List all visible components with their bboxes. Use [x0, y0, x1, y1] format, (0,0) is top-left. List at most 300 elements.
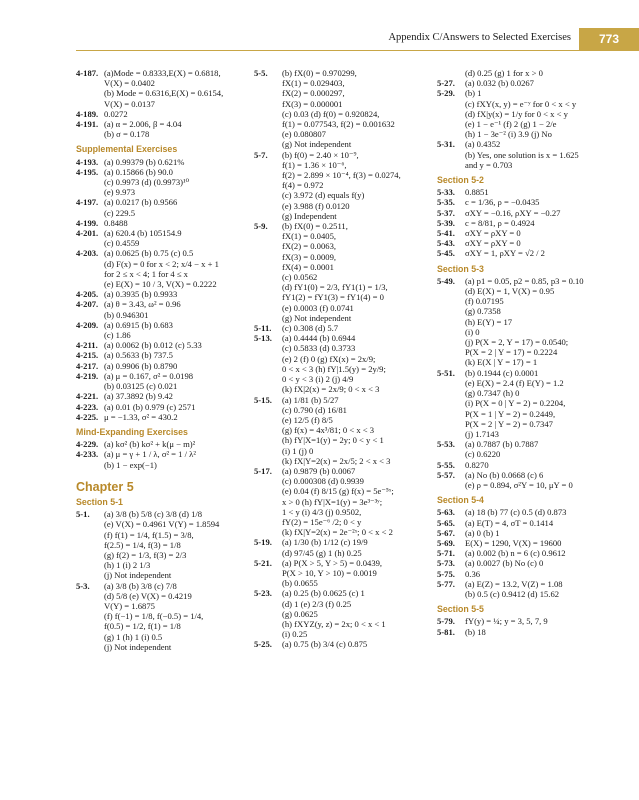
page-header [0, 28, 639, 50]
answer-lines [282, 221, 430, 323]
exercise-number: 5-71. [437, 548, 455, 559]
exercise-number: 5-69. [437, 537, 455, 548]
answer-line: (b) Yes, one solution is x = 1.625 [465, 149, 579, 160]
answer-lines [104, 157, 251, 167]
answer-entry [437, 579, 627, 599]
answer-line: (b) 0.03125 (c) 0.021 [104, 381, 178, 392]
answer-line: (a) 0.7887 (b) 0.7887 [465, 439, 539, 450]
exercise-number: 4-223. [76, 401, 99, 412]
answer-line: (c) 0.0562 [282, 272, 318, 283]
answer-lines [465, 218, 627, 228]
answer-entry [76, 119, 251, 139]
answer-line: (k) E(X | Y = 17) = 1 [465, 357, 538, 368]
answer-line: (i) 0.25 [282, 629, 308, 640]
answer-entry [76, 320, 251, 340]
answer-entry [437, 548, 627, 558]
answer-line: (b) σ = 0.178 [104, 129, 150, 140]
answer-line: f(1) = 1.36 × 10⁻⁶, [282, 159, 347, 170]
answer-line: (a) α = 2.006, β = 4.04 [104, 119, 182, 130]
answer-line: (a) 0.032 (b) 0.0267 [465, 78, 534, 89]
answer-line: (f) f(1) = 1/4, f(1.5) = 3/8, [104, 529, 194, 540]
answer-line: (e) E(X) = 10 / 3, V(X) = 0.2222 [104, 279, 217, 290]
answer-line: (g) 0.7347 (h) 0 [465, 388, 520, 399]
answer-lines [104, 391, 251, 401]
answer-entry [437, 88, 627, 139]
exercise-number: 4-219. [76, 370, 99, 381]
answer-line: fX(2) = 0.0063, [282, 241, 337, 252]
exercise-number: 5-77. [437, 578, 455, 589]
answer-line: 0.8851 [465, 187, 489, 198]
answer-line: (a) 3/8 (b) 3/8 (c) 7/8 [104, 580, 177, 591]
answer-lines [465, 139, 627, 170]
answer-lines [465, 616, 627, 626]
answer-line: (a) 0.9879 (b) 0.0067 [282, 465, 356, 476]
answer-line: σXY = 1, ρXY = √2 / 2 [465, 248, 545, 259]
answer-entry [76, 412, 251, 422]
answer-line: (e) E(X) = 2.4 (f) E(Y) = 1.2 [465, 377, 564, 388]
answer-lines [465, 368, 627, 439]
answer-line: and y = 0.703 [465, 159, 513, 170]
answer-entry [76, 509, 251, 580]
exercise-number: 5-45. [437, 248, 455, 259]
answer-line: (a) 0.9906 (b) 0.8790 [104, 360, 178, 371]
exercise-number: 5-31. [437, 139, 455, 150]
answer-line: (e) 0.0003 (f) 0.0741 [282, 302, 354, 313]
exercise-number: 5-33. [437, 187, 455, 198]
answer-entry [254, 68, 430, 150]
answer-line: P(X = 2 | Y = 2) = 0.7347 [465, 418, 553, 429]
exercise-number: 4-205. [76, 289, 99, 300]
answer-entry [437, 439, 627, 459]
exercise-number: 5-41. [437, 228, 455, 239]
exercise-number: 5-17. [254, 465, 272, 476]
answer-line: fY1(2) = fY1(3) = fY1(4) = 0 [282, 292, 384, 303]
answer-lines [282, 323, 430, 333]
answer-line: (c) 0.4559 [104, 238, 140, 249]
answer-line: (g) f(x) = 4x³/81; 0 < x < 3 [282, 425, 375, 436]
answer-line: for 2 ≤ x < 4; 1 for 4 ≤ x [104, 268, 188, 279]
answer-line: (j) Not independent [104, 570, 172, 581]
exercise-number: 5-11. [254, 323, 272, 334]
exercise-number: 5-43. [437, 238, 455, 249]
answer-line: (a) kσ² (b) kσ² + k(μ − m)² [104, 439, 196, 450]
answer-lines [465, 78, 627, 88]
answer-line: (h) 1 (i) 2 1/3 [104, 560, 151, 571]
answer-line: (c) 0.790 (d) 16/81 [282, 404, 347, 415]
answer-line: (a) 1/30 (b) 1/12 (c) 19/9 [282, 537, 368, 548]
answer-entry [437, 538, 627, 548]
answer-line: fX(3) = 0.000001 [282, 98, 343, 109]
answer-line: (e) 12/5 (f) 8/5 [282, 414, 333, 425]
answer-lines [465, 569, 627, 579]
answer-lines [465, 627, 627, 637]
answer-line: (d) F(x) = 0 for x < 2; x/4 − x + 1 [104, 258, 219, 269]
answer-line: (h) 1 − 3e⁻² (i) 3.9 (j) No [465, 129, 552, 140]
answer-entry [76, 439, 251, 449]
answer-entry [437, 208, 627, 218]
exercise-number: 5-5. [254, 68, 268, 78]
answer-entry [437, 518, 627, 528]
answer-entry [76, 218, 251, 228]
answer-line: (d) 5/8 (e) V(X) = 0.4219 [104, 590, 192, 601]
answer-line: (a) 0 (b) 1 [465, 527, 500, 538]
answer-lines [104, 68, 251, 109]
answer-lines [465, 548, 627, 558]
answer-line: (j) 1.7143 [465, 428, 499, 439]
answer-line: (c) 0.5833 (d) 0.3733 [282, 343, 356, 354]
exercise-number: 4-229. [76, 439, 99, 450]
exercise-number: 5-25. [254, 639, 272, 650]
answer-line: (g) 1 (h) 1 (i) 0.5 [104, 631, 163, 642]
exercise-number: 4-233. [76, 449, 99, 460]
answer-lines [104, 449, 251, 469]
answer-lines [104, 340, 251, 350]
answer-entry [76, 449, 251, 469]
answer-line: V(X) = 0.0402 [104, 78, 155, 89]
exercise-number [437, 68, 465, 78]
answer-line: (d) fY1(0) = 2/3, fY1(1) = 1/3, [282, 282, 388, 293]
answer-line: (k) fX|2(x) = 2x/9; 0 < x < 3 [282, 384, 380, 395]
answer-line: E(X) = 1290, V(X) = 19600 [465, 537, 562, 548]
answer-entry [76, 361, 251, 371]
answer-entry [76, 581, 251, 652]
running-title: Appendix C/Answers to Selected Exercises [388, 32, 571, 43]
answer-lines [465, 528, 627, 538]
answer-line: (a) 0.5633 (b) 737.5 [104, 350, 173, 361]
answer-line: (a) 0.0027 (b) No (c) 0 [465, 558, 544, 569]
answer-lines [104, 109, 251, 119]
answer-line: fX(3) = 0.0009, [282, 251, 337, 262]
answer-line: (a) 0.75 (b) 3/4 (c) 0.875 [282, 639, 368, 650]
answer-line: (d) 1 (e) 2/3 (f) 0.25 [282, 598, 352, 609]
answer-entry [437, 276, 627, 368]
answer-line: (c) 0.308 (d) 5.7 [282, 323, 339, 334]
answer-entry [437, 228, 627, 238]
answer-line: (b) fX(0) = 0.970299, [282, 68, 357, 78]
section-heading: Section 5-2 [437, 175, 484, 186]
answer-line: c = 1/36, ρ = −0.0435 [465, 197, 540, 208]
answer-entry [76, 109, 251, 119]
answer-line: (g) 0.7358 [465, 306, 501, 317]
answer-entry [437, 569, 627, 579]
exercise-number: 4-199. [76, 217, 99, 228]
answer-line: σXY = ρXY = 0 [465, 228, 521, 239]
answer-entry [254, 150, 430, 221]
answer-entry [76, 228, 251, 248]
answer-lines [465, 518, 627, 528]
answer-line: (b) 0.0655 [282, 578, 318, 589]
answer-line: (k) fX|Y=2(x) = 2e⁻²ˣ; 0 < x < 2 [282, 527, 393, 538]
answer-lines [465, 248, 627, 258]
exercise-number: 4-193. [76, 156, 99, 167]
answer-line: (a) 0.25 (b) 0.0625 (c) 1 [282, 588, 365, 599]
exercise-number: 5-27. [437, 78, 455, 89]
exercise-number: 5-21. [254, 557, 272, 568]
answer-line: (e) 1 − e⁻¹ (f) 2 (g) 1 − 2/e [465, 119, 557, 130]
answer-entry [254, 323, 430, 333]
section-heading: Section 5-4 [437, 495, 484, 506]
page-number: 773 [579, 28, 639, 50]
answer-line: (d) 0.25 (g) 1 for x > 0 [465, 68, 543, 78]
answer-line: (c) 0.9973 (d) (0.9973)¹⁰ [104, 177, 190, 188]
exercise-number: 5-7. [254, 149, 268, 160]
answer-entry [76, 371, 251, 391]
answer-entry [76, 197, 251, 217]
answer-line: (a) 3/8 (b) 5/8 (c) 3/8 (d) 1/8 [104, 509, 203, 520]
answer-line: (a) E(T) = 4, σT = 0.1414 [465, 517, 554, 528]
answer-lines [104, 248, 251, 289]
answer-line: (a) 0.0217 (b) 0.9566 [104, 197, 178, 208]
exercise-number: 5-73. [437, 558, 455, 569]
answer-line: (a) θ = 3.43, ω² = 0.96 [104, 299, 181, 310]
exercise-number: 4-195. [76, 166, 99, 177]
answer-line: (j) P(X = 2, Y = 17) = 0.0540; [465, 337, 569, 348]
answer-line: (a) 0.4352 [465, 139, 501, 150]
answer-line: (g) Not independent [282, 139, 352, 150]
answer-line: (a) 0.4444 (b) 0.6944 [282, 333, 356, 344]
section-heading: Mind-Expanding Exercises [76, 426, 188, 437]
answer-lines [104, 320, 251, 340]
exercise-number: 5-49. [437, 275, 455, 286]
answer-entry [437, 238, 627, 248]
answer-entry [437, 187, 627, 197]
answer-line: σXY = ρXY = 0 [465, 238, 521, 249]
answer-line: (e) V(X) = 0.4961 V(Y) = 1.8594 [104, 519, 220, 530]
answer-line: c = 8/81, ρ = 0.4924 [465, 217, 535, 228]
exercise-number: 5-53. [437, 439, 455, 450]
answer-line: 1 < y (i) 4/3 (j) 0.9502, [282, 506, 362, 517]
answer-line: (a) 0.6915 (b) 0.683 [104, 319, 173, 330]
exercise-number: 4-187. [76, 68, 99, 78]
answer-line: 0.8270 [465, 459, 489, 470]
answer-line: fY(2) = 15e⁻⁶ /2; 0 < y [282, 516, 362, 527]
exercise-number: 5-3. [76, 580, 90, 591]
answer-line: (i) 0 [465, 326, 480, 337]
answer-lines [282, 150, 430, 221]
answer-line: P(X = 1 | Y = 2) = 0.2449, [465, 408, 556, 419]
answers-column-3 [437, 68, 627, 637]
answer-line: (b) 1 − exp(−1) [104, 459, 157, 470]
answer-lines [282, 558, 430, 589]
answer-lines [282, 537, 430, 557]
answer-line: (b) 18 [465, 626, 486, 637]
answer-lines [465, 276, 627, 368]
answer-lines [465, 208, 627, 218]
exercise-number: 5-13. [254, 333, 272, 344]
exercise-number: 5-29. [437, 88, 455, 99]
chapter-heading: Chapter 5 [76, 479, 134, 494]
answer-lines [282, 68, 430, 150]
answer-line: (a) E(Z) = 13.2, V(Z) = 1.08 [465, 578, 563, 589]
answer-line: (c) 229.5 [104, 207, 136, 218]
answer-lines [104, 361, 251, 371]
answer-line: (b) 1 [465, 88, 482, 99]
exercise-number: 5-65. [437, 517, 455, 528]
answer-line: f(1) = 0.077543, f(2) = 0.001632 [282, 119, 395, 130]
answer-entry [76, 350, 251, 360]
answer-lines [465, 187, 627, 197]
answer-lines [282, 588, 430, 639]
answer-entry [254, 558, 430, 589]
answer-lines [104, 289, 251, 299]
answer-line: (i) 1 (j) 0 [282, 445, 314, 456]
exercise-number: 4-191. [76, 119, 99, 130]
answer-line: (a) 0.99379 (b) 0.621% [104, 156, 185, 167]
answer-lines [104, 412, 251, 422]
answer-lines [104, 228, 251, 248]
answer-lines [282, 466, 430, 537]
answer-line: 0 < y < 3 (i) 2 (j) 4/9 [282, 374, 354, 385]
answer-line: (h) E(Y) = 17 [465, 316, 513, 327]
answer-line: f(2) = 2.899 × 10⁻⁴, f(3) = 0.0274, [282, 170, 401, 181]
answer-lines [104, 119, 251, 139]
answer-lines [104, 218, 251, 228]
exercise-number: 4-203. [76, 248, 99, 259]
exercise-number: 5-37. [437, 207, 455, 218]
answer-line: fX(1) = 0.0405, [282, 231, 337, 242]
answer-line: (e) 0.080807 [282, 129, 326, 140]
answer-lines [104, 197, 251, 217]
answer-line: (a) 0.0062 (b) 0.012 (c) 5.33 [104, 340, 202, 351]
answer-lines [104, 371, 251, 391]
answer-entry [76, 248, 251, 289]
exercise-number: 5-79. [437, 616, 455, 627]
answer-entry [76, 289, 251, 299]
exercise-number: 4-215. [76, 350, 99, 361]
answer-line: (a) μ = 0.167, σ² = 0.0198 [104, 370, 194, 381]
answer-line: (c) 3.972 (d) equals f(y) [282, 190, 365, 201]
answer-line: 0.8488 [104, 217, 128, 228]
answer-line: (b) 0.5 (c) 0.9412 (d) 15.62 [465, 588, 560, 599]
exercise-number: 5-57. [437, 469, 455, 480]
exercise-number: 4-217. [76, 360, 99, 371]
answers-column-1 [76, 68, 251, 652]
exercise-number: 5-35. [437, 197, 455, 208]
answer-entry [76, 340, 251, 350]
exercise-number: 4-221. [76, 391, 99, 402]
answer-entry [76, 68, 251, 109]
answer-entry [437, 507, 627, 517]
answer-entry [437, 218, 627, 228]
answer-line: (g) Not independent [282, 312, 352, 323]
exercise-number: 5-19. [254, 537, 272, 548]
answer-lines [465, 68, 627, 78]
answer-line: (b) Mode = 0.6316,E(X) = 0.6154, [104, 88, 224, 99]
exercise-number: 5-15. [254, 394, 272, 405]
answer-entry [254, 333, 430, 394]
answer-entry [76, 157, 251, 167]
answer-line: (e) 3.988 (f) 0.0120 [282, 200, 350, 211]
answer-line: fX(4) = 0.0001 [282, 261, 334, 272]
answer-lines [104, 402, 251, 412]
answer-entry [437, 558, 627, 568]
answer-line: (k) fX|Y=2(x) = 2x/5; 2 < x < 3 [282, 455, 391, 466]
answer-line: (a) μ = γ + 1 / λ, σ² = 1 / λ² [104, 449, 196, 460]
answer-line: (d) E(X) = 1, V(X) = 0.95 [465, 286, 555, 297]
answer-line: (e) ρ = 0.894, σ²Y = 10, μY = 0 [465, 479, 573, 490]
answer-line: (a) 0.3935 (b) 0.9933 [104, 289, 178, 300]
answer-lines [104, 167, 251, 198]
answer-line: (b) fX(0) = 0.2511, [282, 221, 348, 232]
answer-lines [104, 350, 251, 360]
exercise-number: 5-23. [254, 588, 272, 599]
answer-entry [254, 395, 430, 466]
answer-line: 0.0272 [104, 108, 128, 119]
answer-line: (a) No (b) 0.0668 (c) 6 [465, 469, 544, 480]
answer-lines [282, 639, 430, 649]
answer-line: x > 0 (h) fY|X=1(y) = 3e³⁻³ʸ; [282, 496, 383, 507]
answer-entry [437, 197, 627, 207]
exercise-number: 5-51. [437, 367, 455, 378]
answer-lines [465, 538, 627, 548]
answer-lines [465, 579, 627, 599]
answer-line: (a) 1/81 (b) 5/27 [282, 394, 339, 405]
answer-line: (a) 0.0625 (b) 0.75 (c) 0.5 [104, 248, 194, 259]
answer-entry [437, 368, 627, 439]
answer-line: σXY = −0.16, ρXY = −0.27 [465, 207, 561, 218]
answer-entry [254, 466, 430, 537]
header-rule [76, 50, 639, 51]
answer-line: V(Y) = 1.6875 [104, 600, 155, 611]
answer-entry [437, 627, 627, 637]
section-heading: Section 5-1 [76, 496, 123, 507]
answer-line: (f) 0.07195 [465, 296, 504, 307]
answer-line: (g) f(2) = 1/3, f(3) = 2/3 [104, 549, 187, 560]
answer-entry [76, 299, 251, 319]
answer-line: (g) 0.0625 [282, 608, 318, 619]
answer-lines [465, 470, 627, 490]
answer-line: (e) 2 (f) 0 (g) fX(x) = 2x/9; [282, 353, 376, 364]
answer-line: (i) P(X = 0 | Y = 2) = 0.2204, [465, 398, 566, 409]
answer-line: P(X > 10, Y > 10) = 0.0019 [282, 567, 377, 578]
answer-line: (d) 97/45 (g) 1 (h) 0.25 [282, 547, 362, 558]
answer-lines [465, 238, 627, 248]
section-heading: Section 5-5 [437, 604, 484, 615]
answer-lines [465, 558, 627, 568]
answer-line: (a) p1 = 0.05, p2 = 0.85, p3 = 0.10 [465, 275, 584, 286]
answer-entry [437, 248, 627, 258]
answer-entry [254, 221, 430, 323]
answer-line: fX(1) = 0.029403, [282, 78, 345, 89]
answer-line: (c) 0.000308 (d) 0.9939 [282, 476, 364, 487]
answer-line: fY(y) = ¼; y = 3, 5, 7, 9 [465, 616, 548, 627]
answer-line: f(0.5) = 1/2, f(1) = 1/8 [104, 621, 181, 632]
answer-line: (b) 0.1944 (c) 0.0001 [465, 367, 539, 378]
answer-lines [465, 197, 627, 207]
answer-lines [465, 88, 627, 139]
answer-lines [104, 509, 251, 580]
answer-line: (e) 0.04 (f) 8/15 (g) f(x) = 5e⁻⁵ˣ; [282, 486, 394, 497]
answer-line: fX(2) = 0.000297, [282, 88, 345, 99]
answer-lines [104, 439, 251, 449]
exercise-number: 5-63. [437, 507, 455, 518]
answer-entry [254, 588, 430, 639]
answer-line: V(X) = 0.0137 [104, 98, 155, 109]
answer-line: f(2.5) = 1/4, f(3) = 1/8 [104, 539, 181, 550]
answer-entry [437, 139, 627, 170]
answer-entry [254, 537, 430, 557]
answer-lines [465, 460, 627, 470]
answers-column-2 [254, 68, 430, 650]
exercise-number: 5-55. [437, 459, 455, 470]
answer-line: (b) 0.946301 [104, 309, 149, 320]
answer-entry [254, 639, 430, 649]
exercise-number: 5-75. [437, 568, 455, 579]
answer-line: (f) f(−1) = 1/8, f(−0.5) = 1/4, [104, 611, 204, 622]
answer-line: (a)Mode = 0.8333,E(X) = 0.6818, [104, 68, 221, 78]
exercise-number: 4-189. [76, 108, 99, 119]
answer-line: (c) 1.86 [104, 330, 131, 341]
